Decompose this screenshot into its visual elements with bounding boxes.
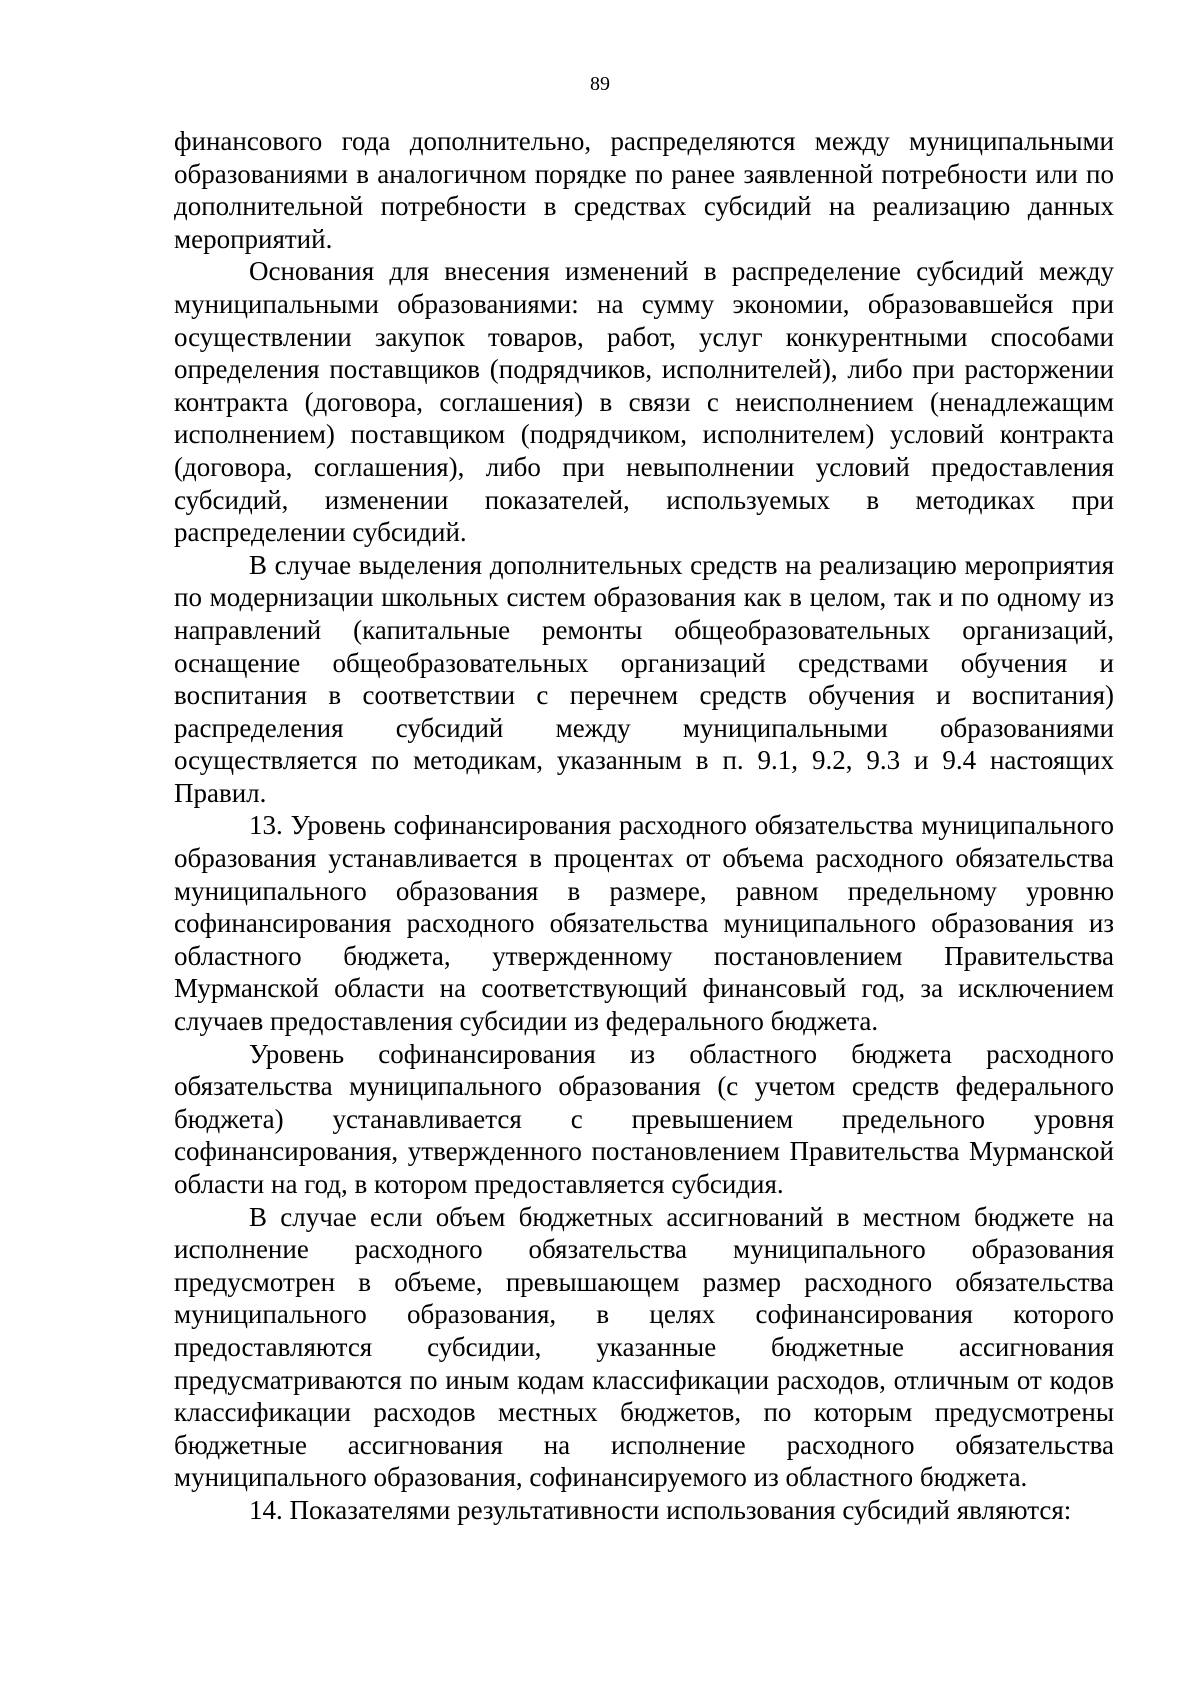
page-number: 89 — [590, 73, 610, 95]
paragraph-budget-allocations: В случае если объем бюджетных ассигнований в местном бюджете на исполнение расходного обязательства муниципального образования предусмотрен в объеме, превышающем размер расходного обязательства муниципального образования, в целях софинансирования которого предоставляются субсидии, указанные бюджетные ассигнования предусматриваются по иным кодам классификации расходов, отличным от кодов классификации расходов местных бюджетов, по которым предусмотрены бюджетные ассигнования на исполнение расходного обязательства муниципального образования, софинансируемого из областного бюджета. — [174, 1201, 1114, 1493]
paragraph-cofinancing-excess: Уровень софинансирования из областного бюджета расходного обязательства муниципального образования (с учетом средств федерального бюджета) устанавливается с превышением предельного уровня софинансирования, утвержденного постановлением Правительства Мурманской области на год, в котором предоставляется субсидия. — [174, 1038, 1114, 1199]
paragraph-subsidy-redistribution-grounds: Основания для внесения изменений в распределение субсидий между муниципальными образованиями: на сумму экономии, образовавшейся при осуществлении закупок товаров, работ, услуг конкурентными способами определения поставщиков (подрядчиков, исполнителей), либо при расторжении контракта (договора, соглашения) в связи с неисполнением (ненадлежащим исполнением) поставщиком (подрядчиком, исполнителем) условий контракта (договора, соглашения), либо при невыполнении условий предоставления субсидий, изменении показателей, используемых в методиках при распределении субсидий. — [174, 256, 1114, 548]
paragraph-continuation: финансового года дополнительно, распределяются между муниципальными образованиями в аналогичном порядке по ранее заявленной потребности или по дополнительной потребности в средствах субсидий на реализацию данных мероприятий. — [174, 126, 1114, 254]
paragraph-additional-funds: В случае выделения дополнительных средств на реализацию мероприятия по модернизации школьных систем образования как в целом, так и по одному из направлений (капитальные ремонты общеобразовательных организаций, оснащение общеобразовательных организаций средствами обучения и воспитания в соответствии с перечнем средств обучения и воспитания) распределения субсидий между муниципальными образованиями осуществляется по методикам, указанным в п. 9.1, 9.2, 9.3 и 9.4 настоящих Правил. — [174, 549, 1114, 808]
document-body — [174, 125, 1114, 1527]
paragraph-14-performance-indicators: 14. Показателями результативности использования субсидий являются: — [249, 1494, 1072, 1525]
paragraph-13-cofinancing-level: 13. Уровень софинансирования расходного обязательства муниципального образования устанавливается в процентах от объема расходного обязательства муниципального образования в размере, равном предельному уровню софинансирования расходного обязательства муниципального образования из областного бюджета, утвержденному постановлением Правительства Мурманской области на соответствующий финансовый год, за исключением случаев предоставления субсидии из федерального бюджета. — [174, 810, 1114, 1037]
